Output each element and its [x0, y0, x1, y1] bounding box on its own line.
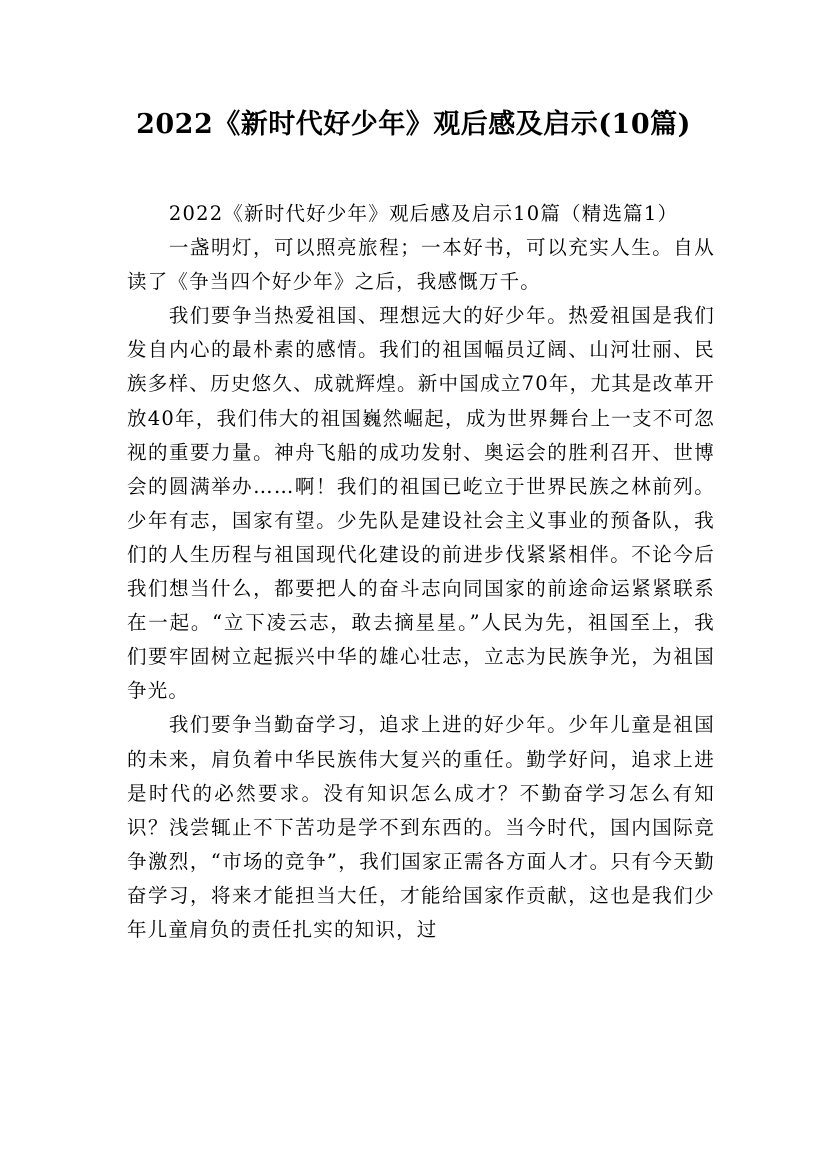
- section-heading: 2022《新时代好少年》观后感及启示10篇（精选篇1）: [168, 202, 679, 225]
- document-body: [127, 197, 715, 947]
- document-title: 2022《新时代好少年》观后感及启示(10篇): [136, 109, 691, 140]
- paragraph: 我们要争当勤奋学习，追求上进的好少年。少年儿童是祖国的未来，肩负着中华民族伟大复兴的重任。勤学好问，追求上进是时代的必然要求。没有知识怎么成才？不勤奋学习怎么有知识？浅尝辄止不下苦功是学不到东西的。当今时代，国内国际竞争激烈，“市场的竞争”，我们国家正需各方面人才。只有今天勤奋学习，将来才能担当大任，才能给国家作贡献，这也是我们少年儿童肩负的责任扎实的知识，过: [127, 713, 715, 941]
- paragraph: 我们要争当热爱祖国、理想远大的好少年。热爱祖国是我们发自内心的最朴素的感情。我们的祖国幅员辽阔、山河壮丽、民族多样、历史悠久、成就辉煌。新中国成立70年，尤其是改革开放40年，我们伟大的祖国巍然崛起，成为世界舞台上一支不可忽视的重要力量。神舟飞船的成功发射、奥运会的胜利召开、世博会的圆满举办……啊！我们的祖国已屹立于世界民族之林前列。少年有志，国家有望。少先队是建设社会主义事业的预备队，我们的人生历程与祖国现代化建设的前进步伐紧紧相伴。不论今后我们想当什么，都要把人的奋斗志向同国家的前途命运紧紧联系在一起。“立下凌云志，敢去摘星星。”人民为先，祖国至上，我们要牢固树立起振兴中华的雄心壮志，立志为民族争光，为祖国争光。: [127, 304, 715, 703]
- paragraph: 一盏明灯，可以照亮旅程；一本好书，可以充实人生。自从读了《争当四个好少年》之后，我感慨万千。: [127, 236, 715, 294]
